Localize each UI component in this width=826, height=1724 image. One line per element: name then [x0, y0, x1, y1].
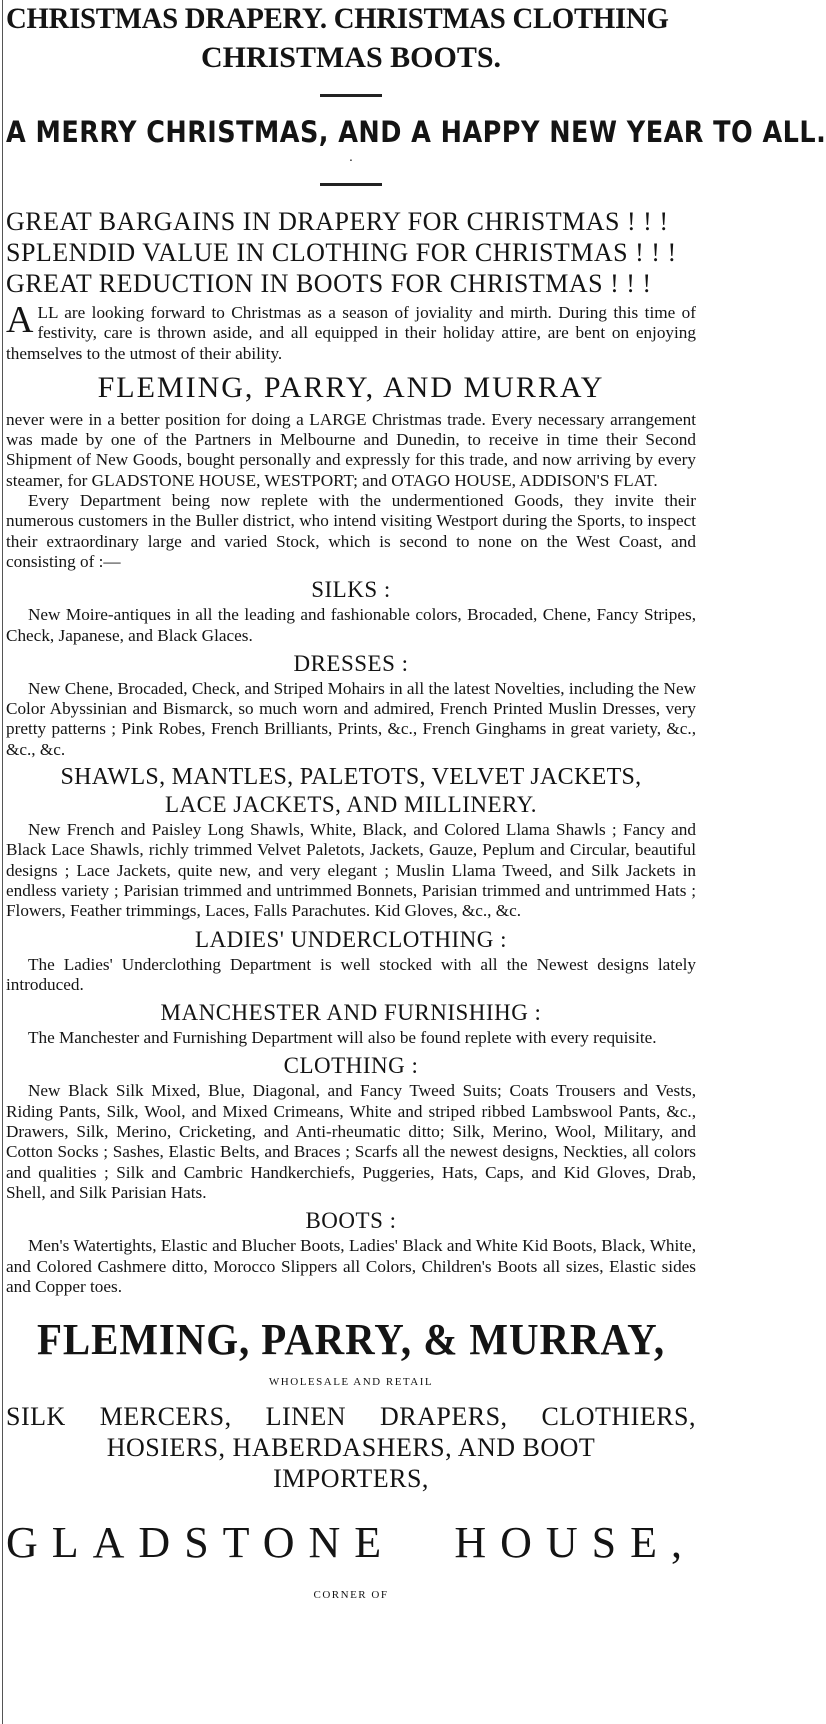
bargain-line-3: GREAT REDUCTION IN BOOTS FOR CHRISTMAS ! ! ! — [6, 269, 652, 298]
bargain-line-2: SPLENDID VALUE IN CLOTHING FOR CHRISTMAS ! ! ! — [6, 238, 677, 267]
section-text-manchester: The Manchester and Furnishing Department will also be found replete with every requisite. — [28, 1028, 657, 1048]
section-text-silks: New Moire-antiques in all the leading and fashionable colors, Brocaded, Chene, Fancy Stripes, Check, Japanese, and Black Glaces. — [6, 605, 696, 645]
section-title-silks: SILKS : — [311, 577, 391, 603]
intro-text: LL are looking forward to Christmas as a season of joviality and mirth. During this time of festivity, care is thrown aside, and all equipped in their holiday attire, are bent on enjoying themselves to the utmost of their ability. — [6, 303, 696, 363]
paragraph-departments: Every Department being now replete with the undermentioned Goods, they invite their numerous customers in the Buller district, who intend visiting Westport during the Sports, to inspect their extraordinary large and varied Stock, which is second to none on the West Coast, and consisting of :— — [6, 491, 696, 571]
section-title-clothing: CLOTHING : — [283, 1053, 419, 1079]
drop-cap: A — [6, 299, 34, 341]
intro-paragraph — [6, 299, 696, 364]
ornament-dot: · — [348, 154, 354, 169]
trades-line-1 — [6, 1401, 696, 1432]
section-text-dresses: New Chene, Brocaded, Check, and Striped Mohairs in all the latest Novelties, including the New Color Abyssinian and Bismarck, so much worn and admired, French Printed Muslin Dresses, very pretty patterns ; Pink Robes, French Brilliants, Prints, &c., French Ginghams in great variety, &c., &c., &c. — [6, 678, 696, 759]
section-text-shawls: New French and Paisley Long Shawls, White, Black, and Colored Llama Shawls ; Fancy and Black Lace Shawls, richly trimmed Velvet Paletots, Jackets, Gauze, Peplum and Circular, beautiful designs ; Lace Jackets, quite new, and very elegant ; Muslin Llama Tweed, and Silk Jackets in endless variety ; Parisian trimmed and untrimmed Bonnets, Parisian trimmed and untrimmed Hats ; Flowers, Feather trimmings, Laces, Falls Parachutes. Kid Gloves, &c., &c. — [6, 820, 696, 921]
section-title-boots: BOOTS : — [305, 1208, 397, 1234]
section-title-manchester: MANCHESTER AND FURNISHIHG : — [160, 1000, 542, 1026]
trade-word: DRAPERS, — [380, 1402, 508, 1432]
firm-heading: FLEMING, PARRY, AND MURRAY — [97, 370, 605, 404]
trade-word: MERCERS, — [99, 1402, 232, 1432]
bargain-line-1: GREAT BARGAINS IN DRAPERY FOR CHRISTMAS ! ! ! — [6, 207, 669, 236]
trades-line-3: IMPORTERS, — [273, 1464, 429, 1494]
house-word-1: GLADSTONE — [6, 1518, 396, 1568]
headline-line-1: CHRISTMAS DRAPERY. CHRISTMAS CLOTHING — [6, 2, 669, 35]
trade-word: SILK — [6, 1402, 66, 1432]
corner-of: CORNER OF — [313, 1589, 389, 1602]
section-text-boots: Men's Watertights, Elastic and Blucher Boots, Ladies' Black and White Kid Boots, Black, White, and Colored Cashmere ditto, Morocco Slippers all Colors, Children's Boots all sizes, Elastic sides and Copper toes. — [6, 1236, 696, 1296]
section-text-clothing: New Black Silk Mixed, Blue, Diagonal, and Fancy Tweed Suits; Coats Trousers and Vests, Riding Pants, Silk, Wool, and Mixed Crimeans, White and striped ribbed Lambswool Pants, &c., Drawers, Silk, Merino, Cricketing, and Anti-rheumatic ditto; Silk, Merino, Wool, Military, and Cotton Socks ; Sashes, Elastic Belts, and Braces ; Scarfs all the newest designs, Neckties, all colors and qualities ; Silk and Cambric Handkerchiefs, Puggeries, Hats, Caps, and Kid Gloves, Drab, Shell, and Silk Parisian Hats. — [6, 1081, 696, 1202]
divider-rule-2 — [320, 183, 382, 186]
greeting-heading: A MERRY CHRISTMAS, AND A HAPPY NEW YEAR TO ALL. — [6, 115, 826, 149]
footer-firm-name: FLEMING, PARRY, & MURRAY, — [36, 1315, 666, 1365]
paragraph-shipment: never were in a better position for doing a LARGE Christmas trade. Every necessary arrangement was made by one of the Partners in Melbourne and Dunedin, to receive in time their Second Shipment of New Goods, bought personally and expressly for this trade, and now arriving by every steamer, for GLADSTONE HOUSE, WESTPORT; and OTAGO HOUSE, ADDISON'S FLAT. — [6, 409, 696, 490]
wholesale-retail: WHOLESALE AND RETAIL — [268, 1376, 434, 1389]
section-text-underclothing: The Ladies' Underclothing Department is well stocked with all the Newest designs lately introduced. — [6, 954, 696, 994]
divider-rule — [320, 94, 382, 97]
trade-word: LINEN — [265, 1402, 347, 1432]
section-title-underclothing: LADIES' UNDERCLOTHING : — [194, 926, 508, 952]
trades-line-2: HOSIERS, HABERDASHERS, AND BOOT — [106, 1433, 596, 1463]
trade-word: CLOTHIERS, — [541, 1402, 696, 1432]
gladstone-house-heading — [6, 1516, 696, 1570]
house-word-2: HOUSE, — [454, 1518, 696, 1568]
section-title-shawls-2: LACE JACKETS, AND MILLINERY. — [164, 792, 537, 818]
section-title-dresses: DRESSES : — [293, 650, 409, 676]
section-title-shawls-1: SHAWLS, MANTLES, PALETOTS, VELVET JACKETS, — [60, 764, 642, 791]
headline-line-2: CHRISTMAS BOOTS. — [200, 41, 502, 74]
